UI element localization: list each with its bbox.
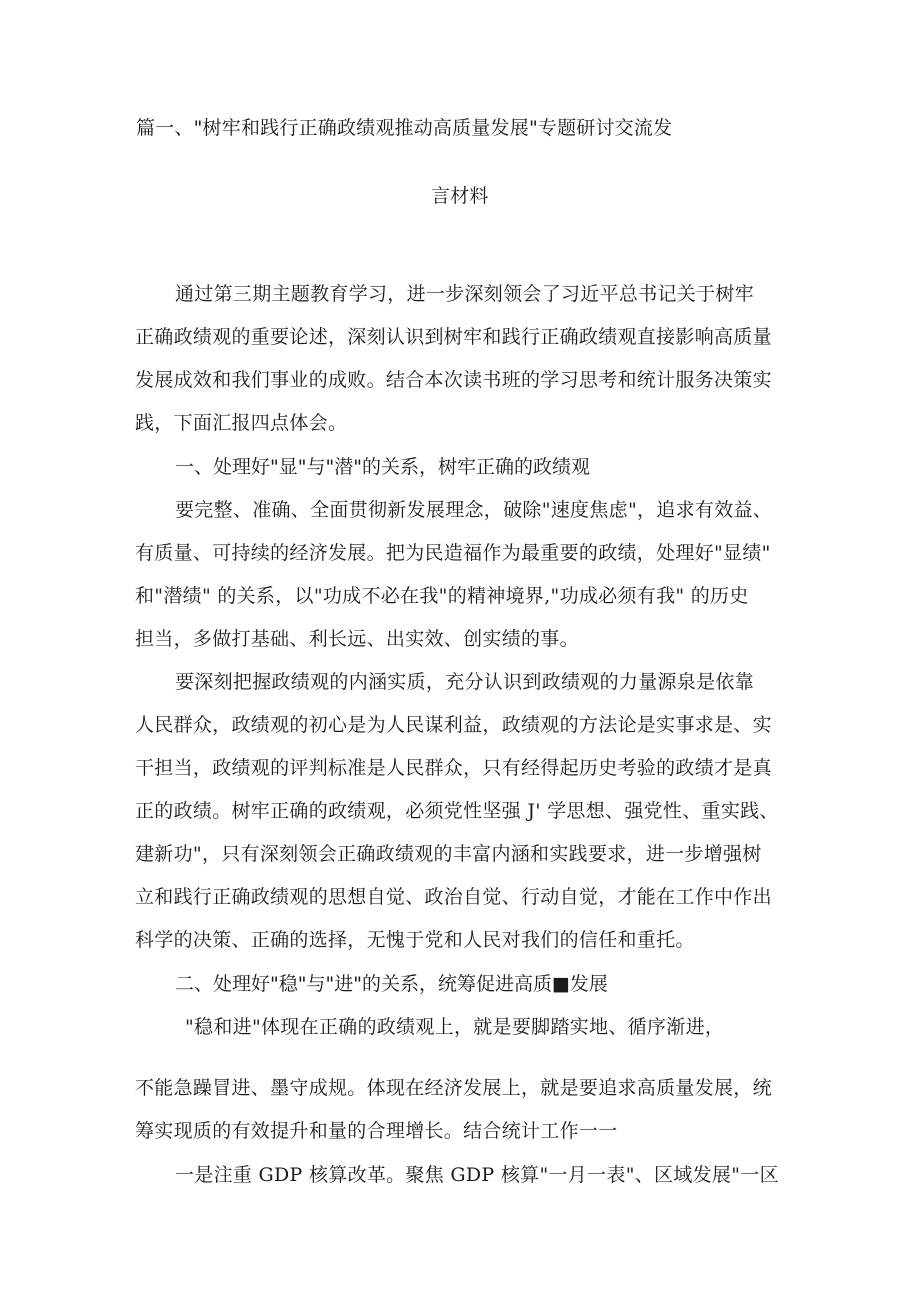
section-2-para-1-line-2: 不能急躁冒进、墨守成规。体现在经济发展上，就是要追求高质量发展，统 [135,1077,772,1099]
section-1-para-2-line-6: 立和践行正确政绩观的思想自觉、政治自觉、行动自觉，才能在工作中作出 [135,886,772,908]
intro-line-4: 践，下面汇报四点体会。 [135,412,348,434]
section-1-para-1-line-2: 有质量、可持续的经济发展。把为民造福作为最重要的政绩，处理好"显绩" [135,542,771,564]
section-1-para-2-line-7: 科学的决策、正确的选择，无愧于党和人民对我们的信任和重托。 [135,929,695,951]
section-2-para-2-line-1: 一是注重 GDP 核算改革。聚焦 GDP 核算"一月一表"、区域发展"一区 [175,1164,779,1186]
section-1-para-1-line-3: 和"潜绩" 的关系，以"功成不必在我"的精神境界,"功成必须有我" 的历史 [135,585,749,607]
section-1-para-2-line-4: 正的政绩。树牢正确的政绩观，必须党性坚强 J' 学思想、强党性、重实践、 [135,800,779,822]
section-1-para-1-line-4: 担当，多做打基础、利长远、出实效、创实绩的事。 [135,628,579,650]
section-2-para-1-line-1: "稳和进"体现在正确的政绩观上，就是要脚踏实地、循序渐进， [185,1016,725,1038]
intro-line-2: 正确政绩观的重要论述，深刻认识到树牢和践行正确政绩观直接影响高质量 [135,326,772,348]
section-2-heading: 二、处理好"稳"与"进"的关系，统筹促进高质■发展 [175,973,608,995]
section-2-para-1-line-3: 筹实现质的有效提升和量的合理增长。结合统计工作一一 [135,1120,618,1142]
section-1-para-1-line-1: 要完整、准确、全面贯彻新发展理念，破除"速度焦虑"，追求有效益、 [175,499,773,521]
section-1-heading: 一、处理好"显"与"潜"的关系，树牢正确的政绩观 [175,456,590,478]
section-1-para-2-line-2: 人民群众，政绩观的初心是为人民谋利益，政绩观的方法论是实事求是、实 [135,714,772,736]
intro-line-3: 发展成效和我们事业的成败。结合本次读书班的学习思考和统计服务决策实 [135,369,772,391]
section-1-para-2-line-1: 要深刻把握政绩观的内涵实质，充分认识到政绩观的力量源泉是依靠 [175,671,755,693]
section-1-para-2-line-5: 建新功"，只有深刻领会正确政绩观的丰富内涵和实践要求，进一步增强树 [135,843,762,865]
intro-line-1: 通过第三期主题教育学习，进一步深刻领会了习近平总书记关于树牢 [175,283,755,305]
document-title-line-2: 言材料 [431,185,489,207]
section-1-para-2-line-3: 干担当，政绩观的评判标准是人民群众，只有经得起历史考验的政绩才是真 [135,757,772,779]
document-title-line-1: 篇一、"树牢和践行正确政绩观推动高质量发展"专题研讨交流发 [136,117,673,139]
